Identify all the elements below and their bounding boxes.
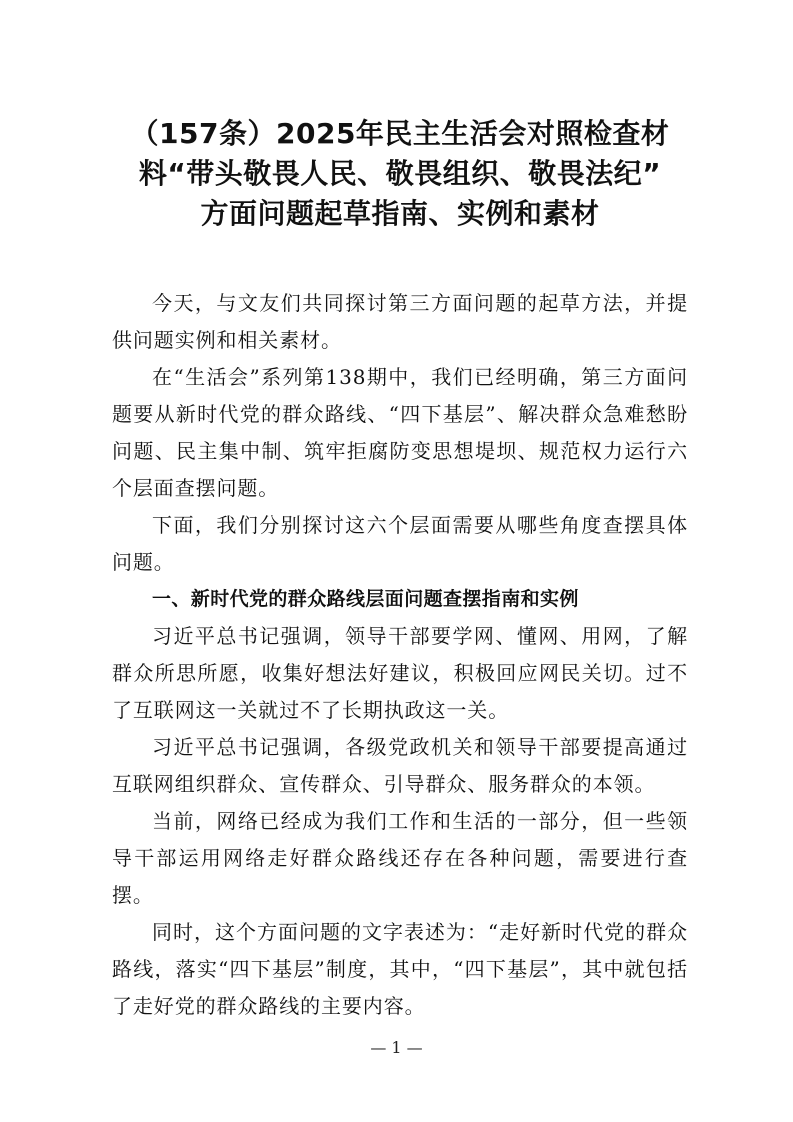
page-number: — 1 — (370, 1038, 423, 1057)
intro-paragraph-2: 在“生活会”系列第138期中，我们已经明确，第三方面问题要从新时代党的群众路线、“四下基层”、解决群众急难愁盼问题、民主集中制、筑牢拒腐防变思想堤坝、规范权力运行六个层面查摆问题。 (112, 365, 688, 500)
section-1-paragraph-2: 习近平总书记强调，各级党政机关和领导干部要提高通过互联网组织群众、宣传群众、引导群众、服务群众的本领。 (112, 735, 688, 796)
title-line-3: 方面问题起草指南、实例和素材 (200, 197, 600, 230)
title-line-2: 料“带头敬畏人民、敬畏组织、敬畏法纪” (138, 157, 662, 190)
intro-paragraph-3: 下面，我们分别探讨这六个层面需要从哪些角度查摆具体问题。 (112, 513, 688, 574)
section-1-heading: 一、新时代党的群众路线层面问题查摆指南和实例 (152, 588, 579, 610)
intro-paragraph-1: 今天，与文友们共同探讨第三方面问题的起草方法，并提供问题实例和相关素材。 (112, 291, 688, 352)
section-1-paragraph-3: 当前，网络已经成为我们工作和生活的一部分，但一些领导干部运用网络走好群众路线还存在各种问题，需要进行查摆。 (112, 809, 688, 907)
section-1-paragraph-1: 习近平总书记强调，领导干部要学网、懂网、用网，了解群众所思所愿，收集好想法好建议，积极回应网民关切。过不了互联网这一关就过不了长期执政这一关。 (112, 624, 688, 722)
document-title (100, 114, 700, 234)
document-body (112, 285, 688, 1025)
title-line-1: （157条）2025年民主生活会对照检查材 (130, 117, 670, 150)
section-1-paragraph-4: 同时，这个方面问题的文字表述为：“走好新时代党的群众路线，落实“四下基层”制度，其中，“四下基层”，其中就包括了走好党的群众路线的主要内容。 (112, 920, 688, 1018)
